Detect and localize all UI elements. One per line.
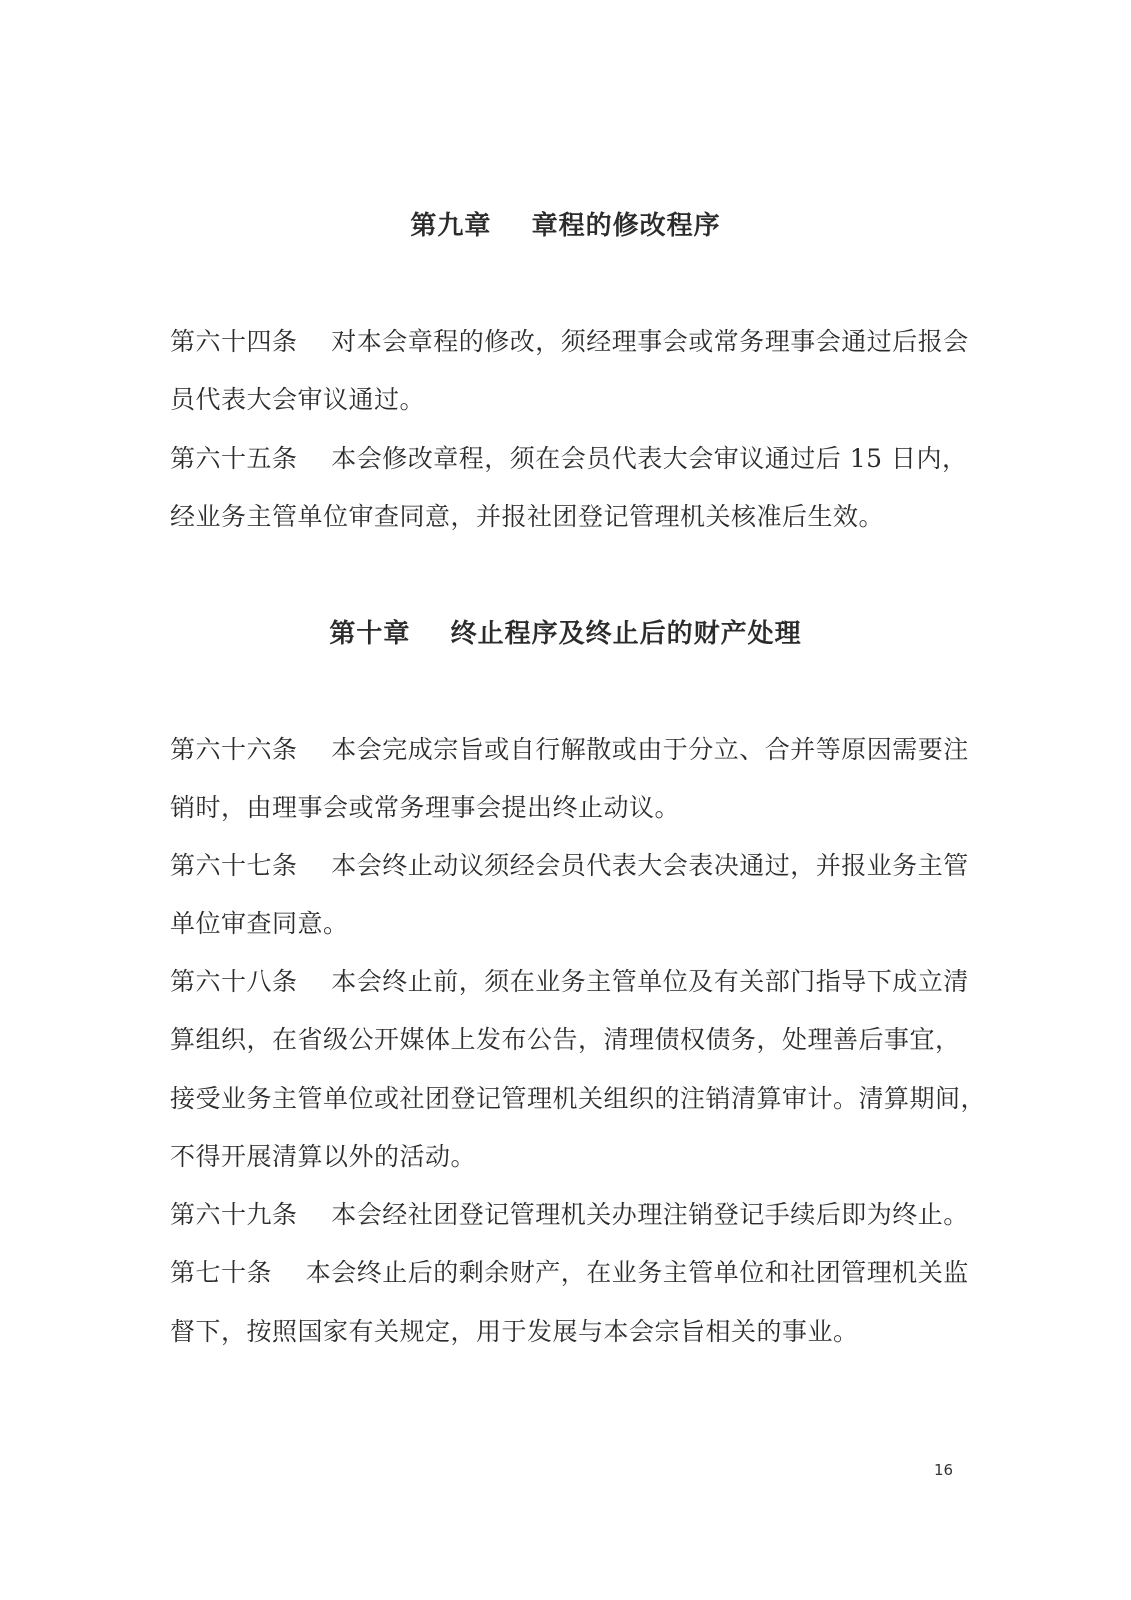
article-68-line-4: 不得开展清算以外的活动。 xyxy=(170,1142,477,1171)
chapter-10-title: 第十章 终止程序及终止后的财产处理 xyxy=(329,619,802,649)
article-64-line-2: 员代表大会审议通过。 xyxy=(170,385,426,414)
page-number: 16 xyxy=(934,1461,954,1479)
article-65-line-1: 第六十五条 本会修改章程，须在会员代表大会审议通过后 15 日内， xyxy=(170,444,968,473)
article-67-line-1: 第六十七条 本会终止动议须经会员代表大会表决通过，并报业务主管 xyxy=(170,851,969,880)
article-66-line-1: 第六十六条 本会完成宗旨或自行解散或由于分立、合并等原因需要注 xyxy=(170,735,969,764)
article-66-line-2: 销时，由理事会或常务理事会提出终止动议。 xyxy=(170,793,681,822)
article-65-line-2: 经业务主管单位审查同意，并报社团登记管理机关核准后生效。 xyxy=(170,502,885,531)
article-69-line-1: 第六十九条 本会经社团登记管理机关办理注销登记手续后即为终止。 xyxy=(170,1200,969,1229)
article-64-line-1: 第六十四条 对本会章程的修改，须经理事会或常务理事会通过后报会 xyxy=(170,327,969,356)
article-68-line-1: 第六十八条 本会终止前，须在业务主管单位及有关部门指导下成立清 xyxy=(170,967,969,996)
article-70-line-2: 督下，按照国家有关规定，用于发展与本会宗旨相关的事业。 xyxy=(170,1317,859,1346)
chapter-9-title: 第九章 章程的修改程序 xyxy=(410,211,721,241)
article-68-line-2: 算组织，在省级公开媒体上发布公告，清理债权债务，处理善后事宜， xyxy=(170,1025,961,1054)
article-70-line-1: 第七十条 本会终止后的剩余财产，在业务主管单位和社团管理机关监 xyxy=(170,1258,969,1287)
article-68-line-3: 接受业务主管单位或社团登记管理机关组织的注销清算审计。清算期间， xyxy=(170,1084,987,1113)
article-67-line-2: 单位审查同意。 xyxy=(170,909,349,938)
